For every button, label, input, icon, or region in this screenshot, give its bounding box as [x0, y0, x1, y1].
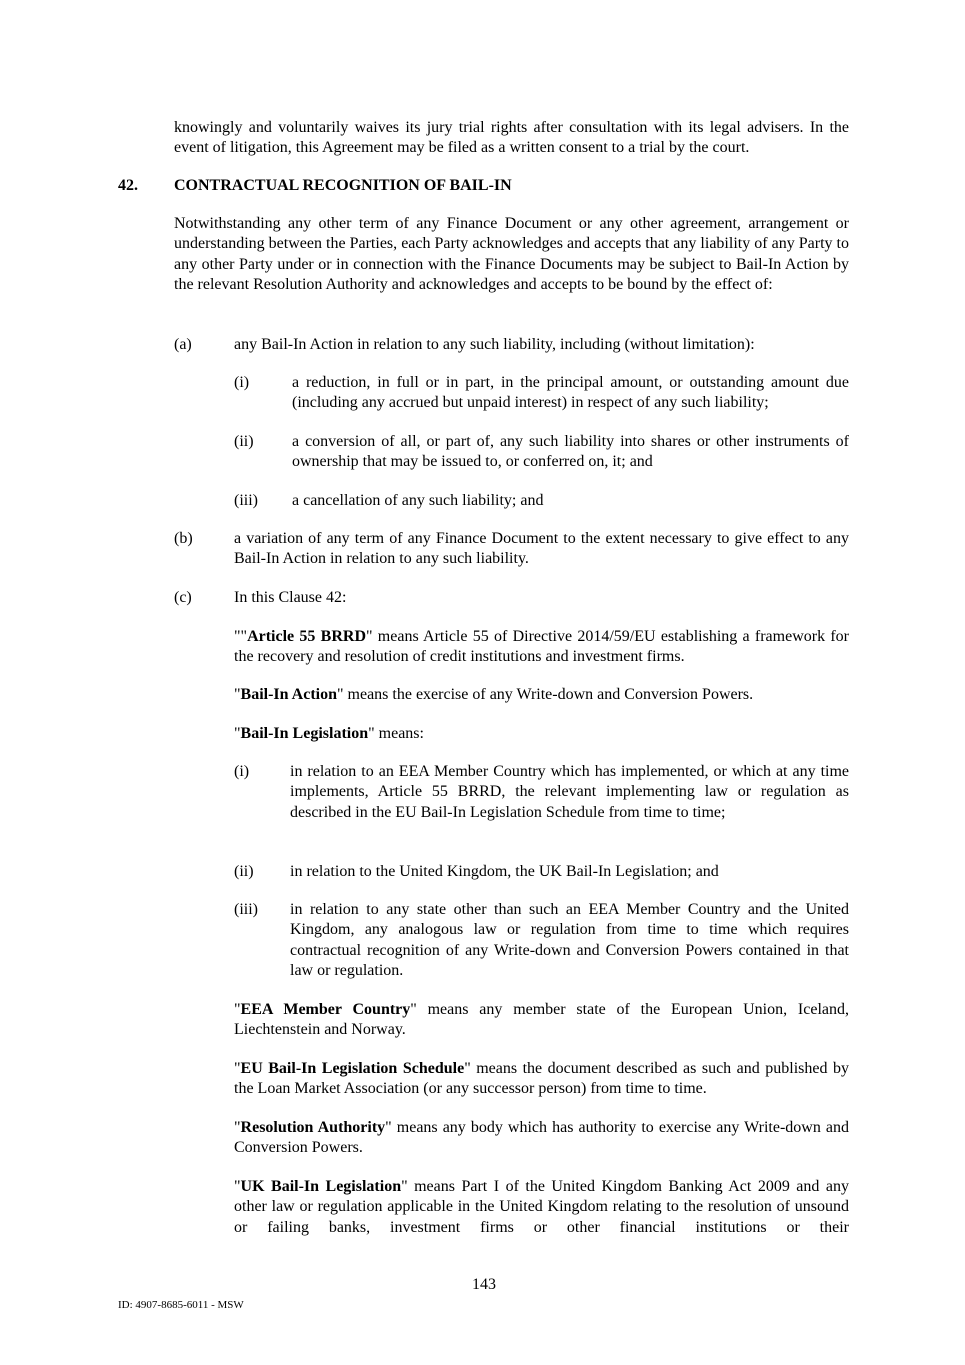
defined-term: Bail-In Legislation: [240, 725, 369, 742]
defined-term: Bail-In Action: [240, 686, 337, 703]
definition: [234, 1059, 849, 1100]
quote: ": [234, 1178, 241, 1195]
subitem-label: (ii): [234, 863, 254, 880]
definition-text: " means Part I of the United Kingdom Banking Act 2009 and any other law or regulation applicable in the United Kingdom relating to the resolution of unsound or failing banks, investment firms or other financial institutions or their: [234, 1178, 850, 1236]
definition-text: " means:: [368, 725, 424, 742]
quote: ": [234, 1119, 241, 1136]
clause-number: 42.: [118, 177, 138, 194]
subitem-text: in relation to any state other than such an EEA Member Country and the United Kingdom, any analogous law or regulation from time to time which requires contractual recognition of any Write-down and Conversion Powers contained in that law or regulation.: [290, 901, 849, 979]
defined-term: EU Bail-In Legislation Schedule: [240, 1060, 465, 1077]
definition-text: " means any body which has authority to exercise any Write-down and Conversion Powers.: [234, 1119, 849, 1157]
subitem-text: in relation to the United Kingdom, the UK Bail-In Legislation; and: [290, 863, 719, 880]
quote: "": [234, 628, 248, 645]
subitem-label: (iii): [234, 901, 258, 918]
definition: [234, 627, 849, 668]
defined-term: UK Bail-In Legislation: [240, 1178, 402, 1195]
definition-text: " means the exercise of any Write-down and Conversion Powers.: [337, 686, 754, 703]
item-text: a variation of any term of any Finance Document to the extent necessary to give effect to any Bail-In Action in relation to any such liability.: [234, 530, 849, 568]
subitem-text: a cancellation of any such liability; and: [292, 492, 544, 509]
quote: ": [234, 725, 241, 742]
definition: [234, 685, 849, 705]
subitem-text: a reduction, in full or in part, in the principal amount, or outstanding amount due (including any accrued but unpaid interest) in respect of any such liability;: [292, 374, 849, 412]
page-number: 143: [472, 1276, 496, 1293]
clause-heading: CONTRACTUAL RECOGNITION OF BAIL-IN: [174, 177, 512, 194]
defined-term: Article 55 BRRD: [247, 628, 366, 645]
document-id: ID: 4907-8685-6011 - MSW: [118, 1299, 244, 1311]
subitem-text: a conversion of all, or part of, any such liability into shares or other instruments of ownership that may be issued to, or conferred on, it; and: [292, 433, 849, 471]
definition: [234, 1118, 849, 1159]
quote: ": [234, 1060, 241, 1077]
item-label: (c): [174, 589, 192, 606]
item-text: In this Clause 42:: [234, 589, 347, 606]
item-text: any Bail-In Action in relation to any such liability, including (without limitation):: [234, 336, 755, 353]
definition: [234, 724, 849, 744]
definition: [234, 1177, 849, 1238]
definition-text: " means Article 55 of Directive 2014/59/EU establishing a framework for the recovery and resolution of credit institutions and investment firms.: [234, 628, 849, 666]
subitem-label: (i): [234, 763, 250, 780]
subitem-label: (ii): [234, 433, 254, 450]
defined-term: EEA Member Country: [240, 1001, 411, 1018]
clause-paragraph: Notwithstanding any other term of any Finance Document or any other agreement, arrangement or understanding between the Parties, each Party acknowledges and accepts that any liability of any Party to any other Party under or in connection with the Finance Documents may be subject to Bail-In Action by the relevant Resolution Authority and acknowledges and accepts to be bound by the effect of:: [174, 215, 849, 293]
item-label: (b): [174, 530, 193, 547]
quote: ": [234, 686, 241, 703]
definition-text: " means the document described as such and published by the Loan Market Association (or any successor person) from time to time.: [234, 1060, 850, 1098]
subitem-label: (iii): [234, 492, 258, 509]
subitem-label: (i): [234, 374, 250, 391]
quote: ": [234, 1001, 241, 1018]
intro-paragraph: knowingly and voluntarily waives its jury trial rights after consultation with its legal advisers. In the event of litigation, this Agreement may be filed as a written consent to a trial by the court.: [174, 119, 849, 157]
definition: [234, 1000, 849, 1041]
item-label: (a): [174, 336, 192, 353]
subitem-text: in relation to an EEA Member Country which has implemented, or which at any time implements, Article 55 BRRD, the relevant implementing law or regulation as described in the EU Bail-In Legislation Schedule from time to time;: [290, 763, 849, 821]
defined-term: Resolution Authority: [240, 1119, 386, 1136]
definition-text: " means any member state of the European Union, Iceland, Liechtenstein and Norway.: [234, 1001, 849, 1039]
